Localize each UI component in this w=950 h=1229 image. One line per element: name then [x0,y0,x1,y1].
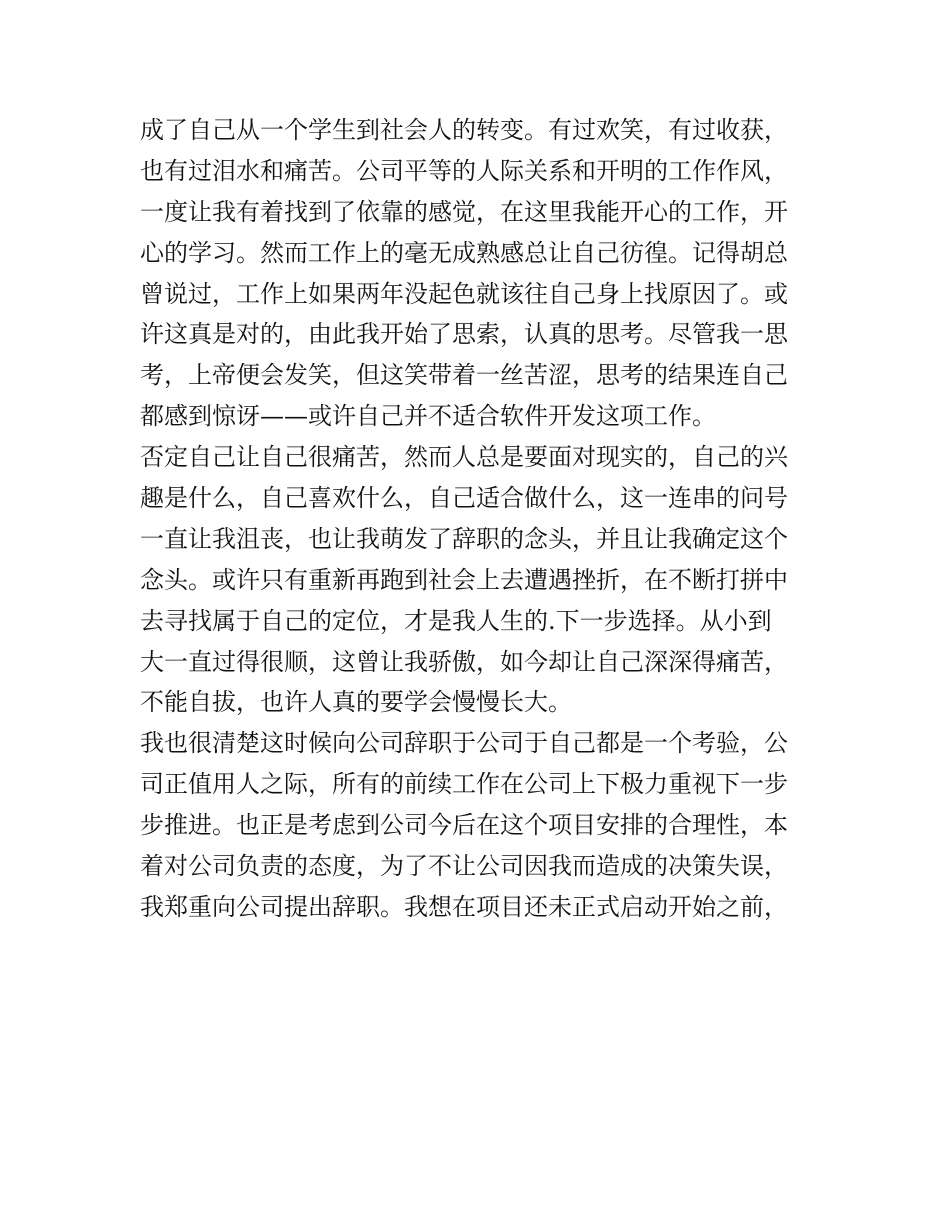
text-line: 不能自拔，也许人真的要学会慢慢长大。 [140,688,572,717]
text-line: 一度让我有着找到了依靠的感觉，在这里我能开心的工作，开 [140,197,788,226]
text-line: 心的学习。然而工作上的毫无成熟感总让自己彷徨。记得胡总 [140,238,788,267]
text-line: 成了自己从一个学生到社会人的转变。有过欢笑，有过收获， [140,116,788,144]
text-line: 步推进。也正是考虑到公司今后在这个项目安排的合理性，本 [140,811,788,840]
text-line: 也有过泪水和痛苦。公司平等的人际关系和开明的工作作风， [140,156,788,185]
text-line: 我也很清楚这时候向公司辞职于公司于自己都是一个考验，公 [140,729,788,758]
text-line: 念头。或许只有重新再跑到社会上去遭遇挫折，在不断打拼中 [140,565,788,594]
text-line: 许这真是对的，由此我开始了思索，认真的思考。尽管我一思 [140,320,788,349]
text-line: 去寻找属于自己的定位，才是我人生的.下一步选择。从小到 [140,606,772,635]
text-line: 趣是什么，自己喜欢什么，自己适合做什么，这一连串的问号 [140,484,788,513]
text-line: 考，上帝便会发笑，但这笑带着一丝苦涩，思考的结果连自己 [140,361,788,390]
text-line: 我郑重向公司提出辞职。我想在项目还未正式启动开始之前， [140,892,788,921]
text-line: 都感到惊讶——或许自己并不适合软件开发这项工作。 [140,402,716,431]
document-body [140,110,820,928]
text-line: 一直让我沮丧，也让我萌发了辞职的念头，并且让我确定这个 [140,524,788,553]
text-line: 着对公司负责的态度，为了不让公司因我而造成的决策失误， [140,852,788,881]
text-line: 曾说过，工作上如果两年没起色就该往自己身上找原因了。或 [140,279,788,308]
text-line: 司正值用人之际，所有的前续工作在公司上下极力重视下一步 [140,770,788,799]
text-line: 否定自己让自己很痛苦，然而人总是要面对现实的，自己的兴 [140,443,788,472]
text-line: 大一直过得很顺，这曾让我骄傲，如今却让自己深深得痛苦， [140,647,788,676]
